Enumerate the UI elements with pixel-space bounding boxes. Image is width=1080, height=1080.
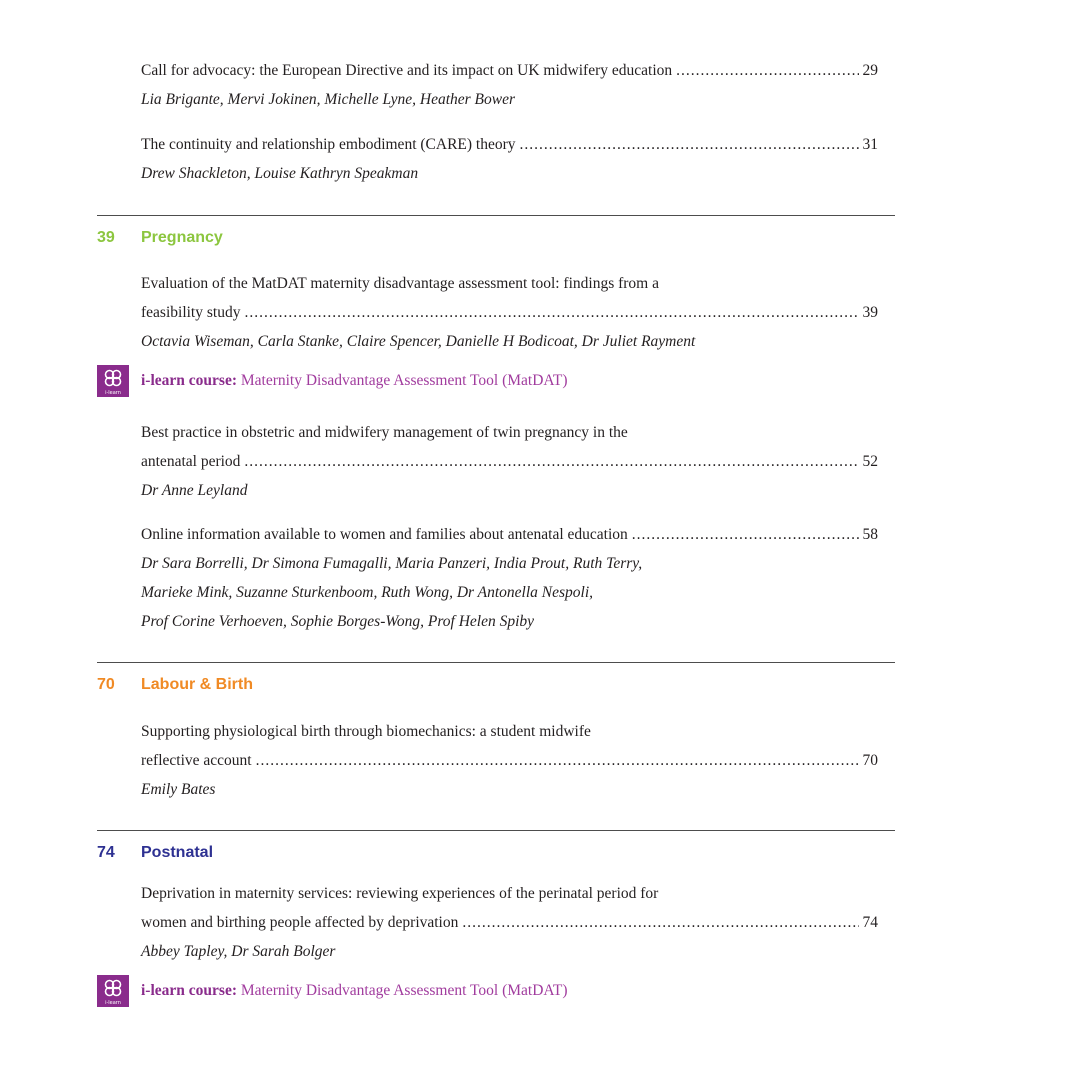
entry-authors: Prof Corine Verhoeven, Sophie Borges-Wong, Prof Helen Spiby [141, 613, 535, 630]
page-number: 74 [862, 914, 878, 931]
entry-title-line [141, 447, 878, 476]
section-divider [97, 662, 895, 663]
i-learn-course-title: Maternity Disadvantage Assessment Tool (MatDAT) [240, 372, 568, 389]
toc-entry[interactable] [141, 130, 878, 188]
entry-authors: Dr Anne Leyland [141, 482, 248, 499]
entry-title: Supporting physiological birth through biomechanics: a student midwife [141, 723, 591, 740]
entry-title: Best practice in obstetric and midwifery management of twin pregnancy in the [141, 424, 628, 441]
entry-authors: Dr Sara Borrelli, Dr Simona Fumagalli, Maria Panzeri, India Prout, Ruth Terry, [141, 555, 643, 572]
i-learn-link[interactable] [97, 365, 568, 397]
section-title: Pregnancy [141, 229, 223, 246]
dot-leader [676, 56, 858, 85]
section-heading-labour-birth[interactable] [97, 673, 253, 697]
entry-authors: Octavia Wiseman, Carla Stanke, Claire Spencer, Danielle H Bodicoat, Dr Juliet Rayment [141, 333, 696, 350]
entry-authors: Lia Brigante, Mervi Jokinen, Michelle Lyne, Heather Bower [141, 91, 516, 108]
entry-title-continued: antenatal period [141, 453, 241, 470]
i-learn-label: i-learn course: [141, 372, 237, 389]
section-divider [97, 215, 895, 216]
entry-title: Evaluation of the MatDAT maternity disadvantage assessment tool: findings from a [141, 275, 659, 292]
page-number: 31 [862, 136, 878, 153]
entry-title-line [141, 56, 878, 85]
entry-title: Online information available to women and families about antenatal education [141, 526, 628, 543]
entry-title: Call for advocacy: the European Directive and its impact on UK midwifery education [141, 62, 673, 79]
toc-entry[interactable] [141, 418, 878, 505]
toc-entry[interactable] [141, 56, 878, 114]
dot-leader [244, 298, 858, 327]
section-heading-pregnancy[interactable] [97, 226, 223, 250]
i-learn-badge-text: i-learn [105, 1000, 121, 1006]
section-page-number: 70 [97, 676, 115, 693]
dot-leader [632, 520, 859, 549]
i-learn-badge-text: i-learn [105, 390, 121, 396]
section-title: Postnatal [141, 844, 214, 861]
i-learn-icon [97, 975, 129, 1007]
i-learn-link[interactable] [97, 975, 568, 1007]
i-learn-icon [97, 365, 129, 397]
dot-leader [462, 908, 858, 937]
dot-leader [256, 746, 859, 775]
entry-title-line [141, 746, 878, 775]
toc-entry[interactable] [141, 520, 878, 636]
dot-leader [520, 130, 859, 159]
section-divider [97, 830, 895, 831]
entry-title: Deprivation in maternity services: reviewing experiences of the perinatal period for [141, 885, 659, 902]
entry-authors: Drew Shackleton, Louise Kathryn Speakman [141, 165, 419, 182]
section-title: Labour & Birth [141, 676, 253, 693]
toc-entry[interactable] [141, 879, 878, 966]
section-page-number: 74 [97, 844, 115, 861]
entry-title: The continuity and relationship embodiment (CARE) theory [141, 136, 516, 153]
page-number: 39 [862, 304, 878, 321]
page-number: 70 [862, 752, 878, 769]
toc-entry[interactable] [141, 717, 878, 804]
page-number: 58 [862, 526, 878, 543]
entry-title-continued: women and birthing people affected by deprivation [141, 914, 459, 931]
entry-title-line [141, 298, 878, 327]
i-learn-label: i-learn course: [141, 982, 237, 999]
i-learn-course-title: Maternity Disadvantage Assessment Tool (MatDAT) [240, 982, 568, 999]
toc-entry[interactable] [141, 269, 878, 356]
page-number: 29 [862, 62, 878, 79]
section-page-number: 39 [97, 229, 115, 246]
entry-authors: Marieke Mink, Suzanne Sturkenboom, Ruth Wong, Dr Antonella Nespoli, [141, 584, 594, 601]
entry-title-line [141, 520, 878, 549]
page-number: 52 [862, 453, 878, 470]
entry-title-line [141, 130, 878, 159]
entry-title-continued: reflective account [141, 752, 252, 769]
entry-authors: Abbey Tapley, Dr Sarah Bolger [141, 943, 336, 960]
dot-leader [244, 447, 858, 476]
entry-title-continued: feasibility study [141, 304, 241, 321]
section-heading-postnatal[interactable] [97, 841, 213, 865]
entry-authors: Emily Bates [141, 781, 216, 798]
entry-title-line [141, 908, 878, 937]
